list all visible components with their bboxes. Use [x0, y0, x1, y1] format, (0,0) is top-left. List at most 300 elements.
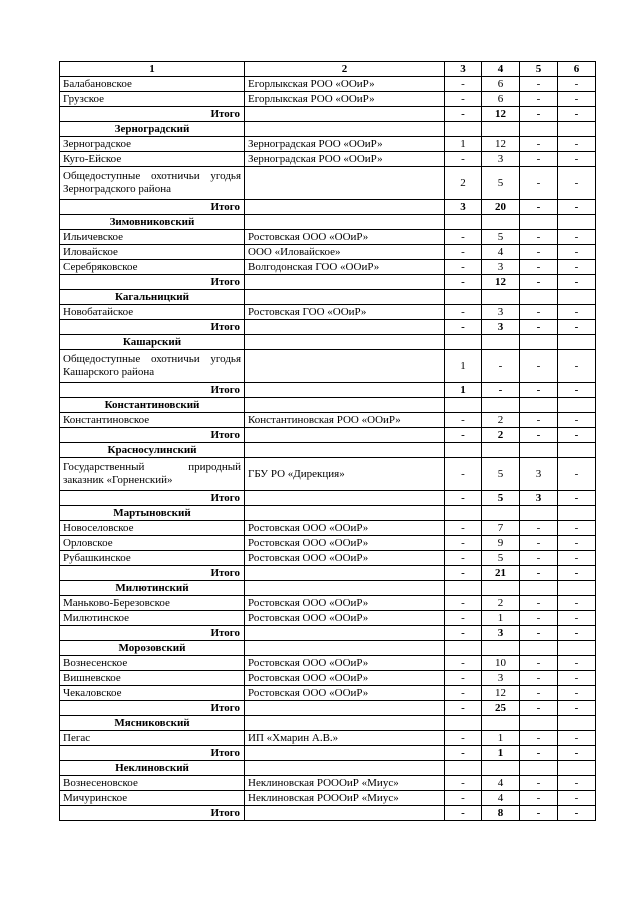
value-col-4: 3 — [482, 320, 520, 335]
hunting-ground-name: Вишневское — [60, 671, 245, 686]
total-row — [60, 107, 596, 122]
district-name: Морозовский — [60, 641, 245, 656]
value-col-6: - — [558, 458, 596, 491]
value-col-4: 20 — [482, 200, 520, 215]
value-col-4: 3 — [482, 152, 520, 167]
value-col-3: - — [445, 107, 482, 122]
total-label: Итого — [60, 320, 245, 335]
value-col-5: - — [520, 536, 558, 551]
value-col-4: 9 — [482, 536, 520, 551]
value-col-6: - — [558, 167, 596, 200]
total-label: Итого — [60, 107, 245, 122]
value-col-3: - — [445, 521, 482, 536]
value-col-5: - — [520, 596, 558, 611]
value-col-5: - — [520, 383, 558, 398]
value-col-4: 12 — [482, 107, 520, 122]
total-row — [60, 566, 596, 581]
empty-cell — [445, 398, 482, 413]
value-col-6: - — [558, 428, 596, 443]
value-col-6: - — [558, 77, 596, 92]
hunting-ground-name: Милютинское — [60, 611, 245, 626]
table-row — [60, 245, 596, 260]
empty-cell — [245, 428, 445, 443]
value-col-6: - — [558, 305, 596, 320]
empty-cell — [245, 506, 445, 521]
empty-cell — [482, 641, 520, 656]
empty-cell — [520, 443, 558, 458]
hunting-ground-name: Грузское — [60, 92, 245, 107]
district-name: Кагальницкий — [60, 290, 245, 305]
value-col-3: - — [445, 305, 482, 320]
district-name: Милютинский — [60, 581, 245, 596]
value-col-5: 3 — [520, 491, 558, 506]
value-col-6: - — [558, 686, 596, 701]
hunting-ground-name: Вознесенское — [60, 656, 245, 671]
value-col-6: - — [558, 656, 596, 671]
empty-cell — [245, 626, 445, 641]
value-col-4: 5 — [482, 167, 520, 200]
empty-cell — [245, 701, 445, 716]
table-row — [60, 686, 596, 701]
value-col-3: - — [445, 806, 482, 821]
empty-cell — [245, 383, 445, 398]
value-col-4: - — [482, 383, 520, 398]
value-col-6: - — [558, 107, 596, 122]
column-header: 6 — [558, 62, 596, 77]
district-header-row — [60, 290, 596, 305]
district-name: Кашарский — [60, 335, 245, 350]
empty-cell — [520, 122, 558, 137]
value-col-4: 6 — [482, 77, 520, 92]
value-col-6: - — [558, 536, 596, 551]
empty-cell — [520, 398, 558, 413]
empty-cell — [445, 581, 482, 596]
value-col-5: - — [520, 152, 558, 167]
value-col-3: - — [445, 275, 482, 290]
value-col-5: - — [520, 521, 558, 536]
table-row — [60, 92, 596, 107]
organization-name: Ростовская ООО «ООиР» — [245, 521, 445, 536]
value-col-3: - — [445, 428, 482, 443]
empty-cell — [245, 215, 445, 230]
organization-name: Ростовская ООО «ООиР» — [245, 596, 445, 611]
empty-cell — [245, 761, 445, 776]
total-label: Итого — [60, 566, 245, 581]
value-col-5: - — [520, 92, 558, 107]
table-header-row — [60, 62, 596, 77]
empty-cell — [445, 716, 482, 731]
organization-name: Неклиновская РОООиР «Миус» — [245, 791, 445, 806]
value-col-6: - — [558, 383, 596, 398]
value-col-5: - — [520, 626, 558, 641]
organization-name: Ростовская ООО «ООиР» — [245, 551, 445, 566]
value-col-6: - — [558, 413, 596, 428]
hunting-ground-name: Общедоступные охотничьи угодья Зерноградского района — [60, 167, 245, 200]
empty-cell — [245, 335, 445, 350]
organization-name: Неклиновская РОООиР «Миус» — [245, 776, 445, 791]
empty-cell — [558, 335, 596, 350]
empty-cell — [520, 641, 558, 656]
empty-cell — [558, 215, 596, 230]
hunting-ground-name: Мичуринское — [60, 791, 245, 806]
value-col-5: - — [520, 167, 558, 200]
table-row — [60, 656, 596, 671]
value-col-3: - — [445, 701, 482, 716]
value-col-6: - — [558, 350, 596, 383]
value-col-5: - — [520, 701, 558, 716]
district-name: Неклиновский — [60, 761, 245, 776]
total-label: Итого — [60, 275, 245, 290]
hunting-ground-name: Константиновское — [60, 413, 245, 428]
value-col-3: 1 — [445, 383, 482, 398]
value-col-4: 4 — [482, 791, 520, 806]
value-col-5: - — [520, 320, 558, 335]
value-col-6: - — [558, 491, 596, 506]
value-col-4: 1 — [482, 731, 520, 746]
value-col-3: - — [445, 536, 482, 551]
total-label: Итого — [60, 428, 245, 443]
organization-name: Ростовская ООО «ООиР» — [245, 230, 445, 245]
value-col-5: - — [520, 350, 558, 383]
value-col-5: - — [520, 260, 558, 275]
value-col-5: - — [520, 413, 558, 428]
value-col-6: - — [558, 320, 596, 335]
value-col-6: - — [558, 551, 596, 566]
empty-cell — [520, 506, 558, 521]
empty-cell — [245, 122, 445, 137]
total-label: Итого — [60, 746, 245, 761]
value-col-3: - — [445, 611, 482, 626]
value-col-5: - — [520, 671, 558, 686]
table-row — [60, 731, 596, 746]
empty-cell — [245, 275, 445, 290]
value-col-6: - — [558, 731, 596, 746]
table-row — [60, 77, 596, 92]
table-row — [60, 350, 596, 383]
value-col-3: - — [445, 656, 482, 671]
column-header: 3 — [445, 62, 482, 77]
empty-cell — [482, 122, 520, 137]
empty-cell — [245, 641, 445, 656]
hunting-ground-name: Ильичевское — [60, 230, 245, 245]
value-col-5: - — [520, 746, 558, 761]
empty-cell — [558, 641, 596, 656]
district-header-row — [60, 506, 596, 521]
table-row — [60, 611, 596, 626]
hunting-ground-name: Общедоступные охотничьи угодья Кашарского района — [60, 350, 245, 383]
value-col-4: 3 — [482, 671, 520, 686]
table-row — [60, 152, 596, 167]
value-col-5: - — [520, 791, 558, 806]
table-row — [60, 791, 596, 806]
value-col-5: - — [520, 275, 558, 290]
empty-cell — [482, 335, 520, 350]
value-col-6: - — [558, 137, 596, 152]
table-row — [60, 413, 596, 428]
empty-cell — [482, 215, 520, 230]
hunting-ground-name: Зерноградское — [60, 137, 245, 152]
total-label: Итого — [60, 200, 245, 215]
value-col-6: - — [558, 626, 596, 641]
value-col-4: 5 — [482, 491, 520, 506]
district-name: Мартыновский — [60, 506, 245, 521]
value-col-4: 21 — [482, 566, 520, 581]
empty-cell — [520, 581, 558, 596]
organization-name: Ростовская ГОО «ООиР» — [245, 305, 445, 320]
value-col-4: 5 — [482, 551, 520, 566]
empty-cell — [482, 506, 520, 521]
hunting-ground-name: Маньково-Березовское — [60, 596, 245, 611]
district-name: Красносулинский — [60, 443, 245, 458]
value-col-4: 7 — [482, 521, 520, 536]
district-header-row — [60, 443, 596, 458]
district-header-row — [60, 398, 596, 413]
value-col-4: 1 — [482, 746, 520, 761]
value-col-4: 5 — [482, 230, 520, 245]
total-row — [60, 701, 596, 716]
value-col-3: - — [445, 731, 482, 746]
empty-cell — [445, 215, 482, 230]
column-header: 2 — [245, 62, 445, 77]
hunting-ground-name: Пегас — [60, 731, 245, 746]
value-col-5: 3 — [520, 458, 558, 491]
empty-cell — [558, 761, 596, 776]
empty-cell — [245, 581, 445, 596]
value-col-6: - — [558, 230, 596, 245]
total-row — [60, 806, 596, 821]
value-col-3: - — [445, 458, 482, 491]
value-col-3: 1 — [445, 350, 482, 383]
empty-cell — [245, 290, 445, 305]
empty-cell — [445, 443, 482, 458]
empty-cell — [482, 761, 520, 776]
column-header: 5 — [520, 62, 558, 77]
organization-name: Волгодонская ГОО «ООиР» — [245, 260, 445, 275]
table-row — [60, 776, 596, 791]
value-col-3: - — [445, 776, 482, 791]
value-col-6: - — [558, 791, 596, 806]
column-header: 4 — [482, 62, 520, 77]
value-col-3: - — [445, 260, 482, 275]
value-col-3: - — [445, 413, 482, 428]
empty-cell — [520, 215, 558, 230]
district-name: Зерноградский — [60, 122, 245, 137]
value-col-5: - — [520, 776, 558, 791]
table-row — [60, 260, 596, 275]
total-label: Итого — [60, 383, 245, 398]
value-col-5: - — [520, 200, 558, 215]
value-col-3: - — [445, 746, 482, 761]
district-header-row — [60, 122, 596, 137]
organization-name: Зерноградская РОО «ООиР» — [245, 152, 445, 167]
value-col-3: - — [445, 596, 482, 611]
empty-cell — [445, 506, 482, 521]
value-col-3: - — [445, 671, 482, 686]
empty-cell — [245, 746, 445, 761]
value-col-3: - — [445, 566, 482, 581]
hunting-ground-name: Серебряковское — [60, 260, 245, 275]
empty-cell — [558, 443, 596, 458]
empty-cell — [558, 716, 596, 731]
table-row — [60, 167, 596, 200]
value-col-4: 3 — [482, 626, 520, 641]
value-col-6: - — [558, 92, 596, 107]
empty-cell — [445, 335, 482, 350]
value-col-4: 1 — [482, 611, 520, 626]
value-col-3: - — [445, 77, 482, 92]
organization-name: Егорлыкская РОО «ООиР» — [245, 92, 445, 107]
district-name: Мясниковский — [60, 716, 245, 731]
value-col-3: - — [445, 551, 482, 566]
value-col-4: 2 — [482, 428, 520, 443]
value-col-4: 3 — [482, 305, 520, 320]
table-row — [60, 458, 596, 491]
value-col-6: - — [558, 260, 596, 275]
value-col-6: - — [558, 611, 596, 626]
value-col-3: 3 — [445, 200, 482, 215]
table-row — [60, 536, 596, 551]
value-col-3: - — [445, 491, 482, 506]
hunting-ground-name: Новобатайское — [60, 305, 245, 320]
value-col-4: 12 — [482, 275, 520, 290]
empty-cell — [445, 761, 482, 776]
value-col-6: - — [558, 566, 596, 581]
empty-cell — [520, 716, 558, 731]
empty-cell — [520, 290, 558, 305]
empty-cell — [558, 506, 596, 521]
value-col-5: - — [520, 137, 558, 152]
empty-cell — [558, 398, 596, 413]
organization-name: Ростовская ООО «ООиР» — [245, 671, 445, 686]
organization-name: Зерноградская РОО «ООиР» — [245, 137, 445, 152]
hunting-ground-name: Новоселовское — [60, 521, 245, 536]
empty-cell — [482, 716, 520, 731]
empty-cell — [558, 122, 596, 137]
total-label: Итого — [60, 701, 245, 716]
value-col-5: - — [520, 305, 558, 320]
organization-name: ГБУ РО «Дирекция» — [245, 458, 445, 491]
value-col-3: 1 — [445, 137, 482, 152]
value-col-6: - — [558, 746, 596, 761]
value-col-5: - — [520, 107, 558, 122]
organization-name: ООО «Иловайское» — [245, 245, 445, 260]
empty-cell — [558, 290, 596, 305]
empty-cell — [445, 122, 482, 137]
total-label: Итого — [60, 806, 245, 821]
hunting-grounds-table — [59, 61, 596, 821]
empty-cell — [445, 641, 482, 656]
value-col-4: 25 — [482, 701, 520, 716]
organization-name: Константиновская РОО «ООиР» — [245, 413, 445, 428]
table-row — [60, 551, 596, 566]
organization-name: Ростовская ООО «ООиР» — [245, 656, 445, 671]
value-col-6: - — [558, 275, 596, 290]
value-col-5: - — [520, 806, 558, 821]
value-col-5: - — [520, 77, 558, 92]
value-col-3: - — [445, 320, 482, 335]
total-label: Итого — [60, 626, 245, 641]
hunting-ground-name: Балабановское — [60, 77, 245, 92]
value-col-5: - — [520, 245, 558, 260]
organization-name — [245, 350, 445, 383]
district-name: Константиновский — [60, 398, 245, 413]
value-col-6: - — [558, 806, 596, 821]
table-row — [60, 137, 596, 152]
total-row — [60, 320, 596, 335]
value-col-4: 8 — [482, 806, 520, 821]
empty-cell — [245, 320, 445, 335]
table-row — [60, 230, 596, 245]
value-col-4: - — [482, 350, 520, 383]
empty-cell — [482, 443, 520, 458]
value-col-3: 2 — [445, 167, 482, 200]
total-row — [60, 383, 596, 398]
value-col-5: - — [520, 656, 558, 671]
hunting-ground-name: Куго-Ейское — [60, 152, 245, 167]
table-row — [60, 596, 596, 611]
total-row — [60, 626, 596, 641]
value-col-4: 2 — [482, 596, 520, 611]
hunting-ground-name: Рубашкинское — [60, 551, 245, 566]
hunting-ground-name: Орловское — [60, 536, 245, 551]
district-header-row — [60, 581, 596, 596]
empty-cell — [482, 398, 520, 413]
district-header-row — [60, 641, 596, 656]
total-row — [60, 428, 596, 443]
value-col-3: - — [445, 245, 482, 260]
value-col-4: 6 — [482, 92, 520, 107]
column-header: 1 — [60, 62, 245, 77]
value-col-5: - — [520, 686, 558, 701]
empty-cell — [245, 716, 445, 731]
empty-cell — [245, 491, 445, 506]
value-col-3: - — [445, 152, 482, 167]
table-row — [60, 671, 596, 686]
district-name: Зимовниковский — [60, 215, 245, 230]
value-col-4: 3 — [482, 260, 520, 275]
organization-name: Ростовская ООО «ООиР» — [245, 536, 445, 551]
total-row — [60, 491, 596, 506]
hunting-ground-name: Государственный природный заказник «Горненский» — [60, 458, 245, 491]
empty-cell — [520, 335, 558, 350]
value-col-6: - — [558, 245, 596, 260]
empty-cell — [445, 290, 482, 305]
total-row — [60, 200, 596, 215]
hunting-ground-name: Вознесеновское — [60, 776, 245, 791]
organization-name: Ростовская ООО «ООиР» — [245, 686, 445, 701]
empty-cell — [245, 566, 445, 581]
value-col-4: 12 — [482, 137, 520, 152]
value-col-6: - — [558, 596, 596, 611]
total-row — [60, 275, 596, 290]
value-col-5: - — [520, 566, 558, 581]
empty-cell — [482, 290, 520, 305]
hunting-ground-name: Иловайское — [60, 245, 245, 260]
value-col-6: - — [558, 671, 596, 686]
value-col-4: 2 — [482, 413, 520, 428]
value-col-5: - — [520, 611, 558, 626]
organization-name: Ростовская ООО «ООиР» — [245, 611, 445, 626]
table-row — [60, 305, 596, 320]
total-row — [60, 746, 596, 761]
value-col-3: - — [445, 92, 482, 107]
empty-cell — [558, 581, 596, 596]
empty-cell — [245, 806, 445, 821]
empty-cell — [520, 761, 558, 776]
empty-cell — [245, 398, 445, 413]
value-col-4: 4 — [482, 776, 520, 791]
organization-name — [245, 167, 445, 200]
